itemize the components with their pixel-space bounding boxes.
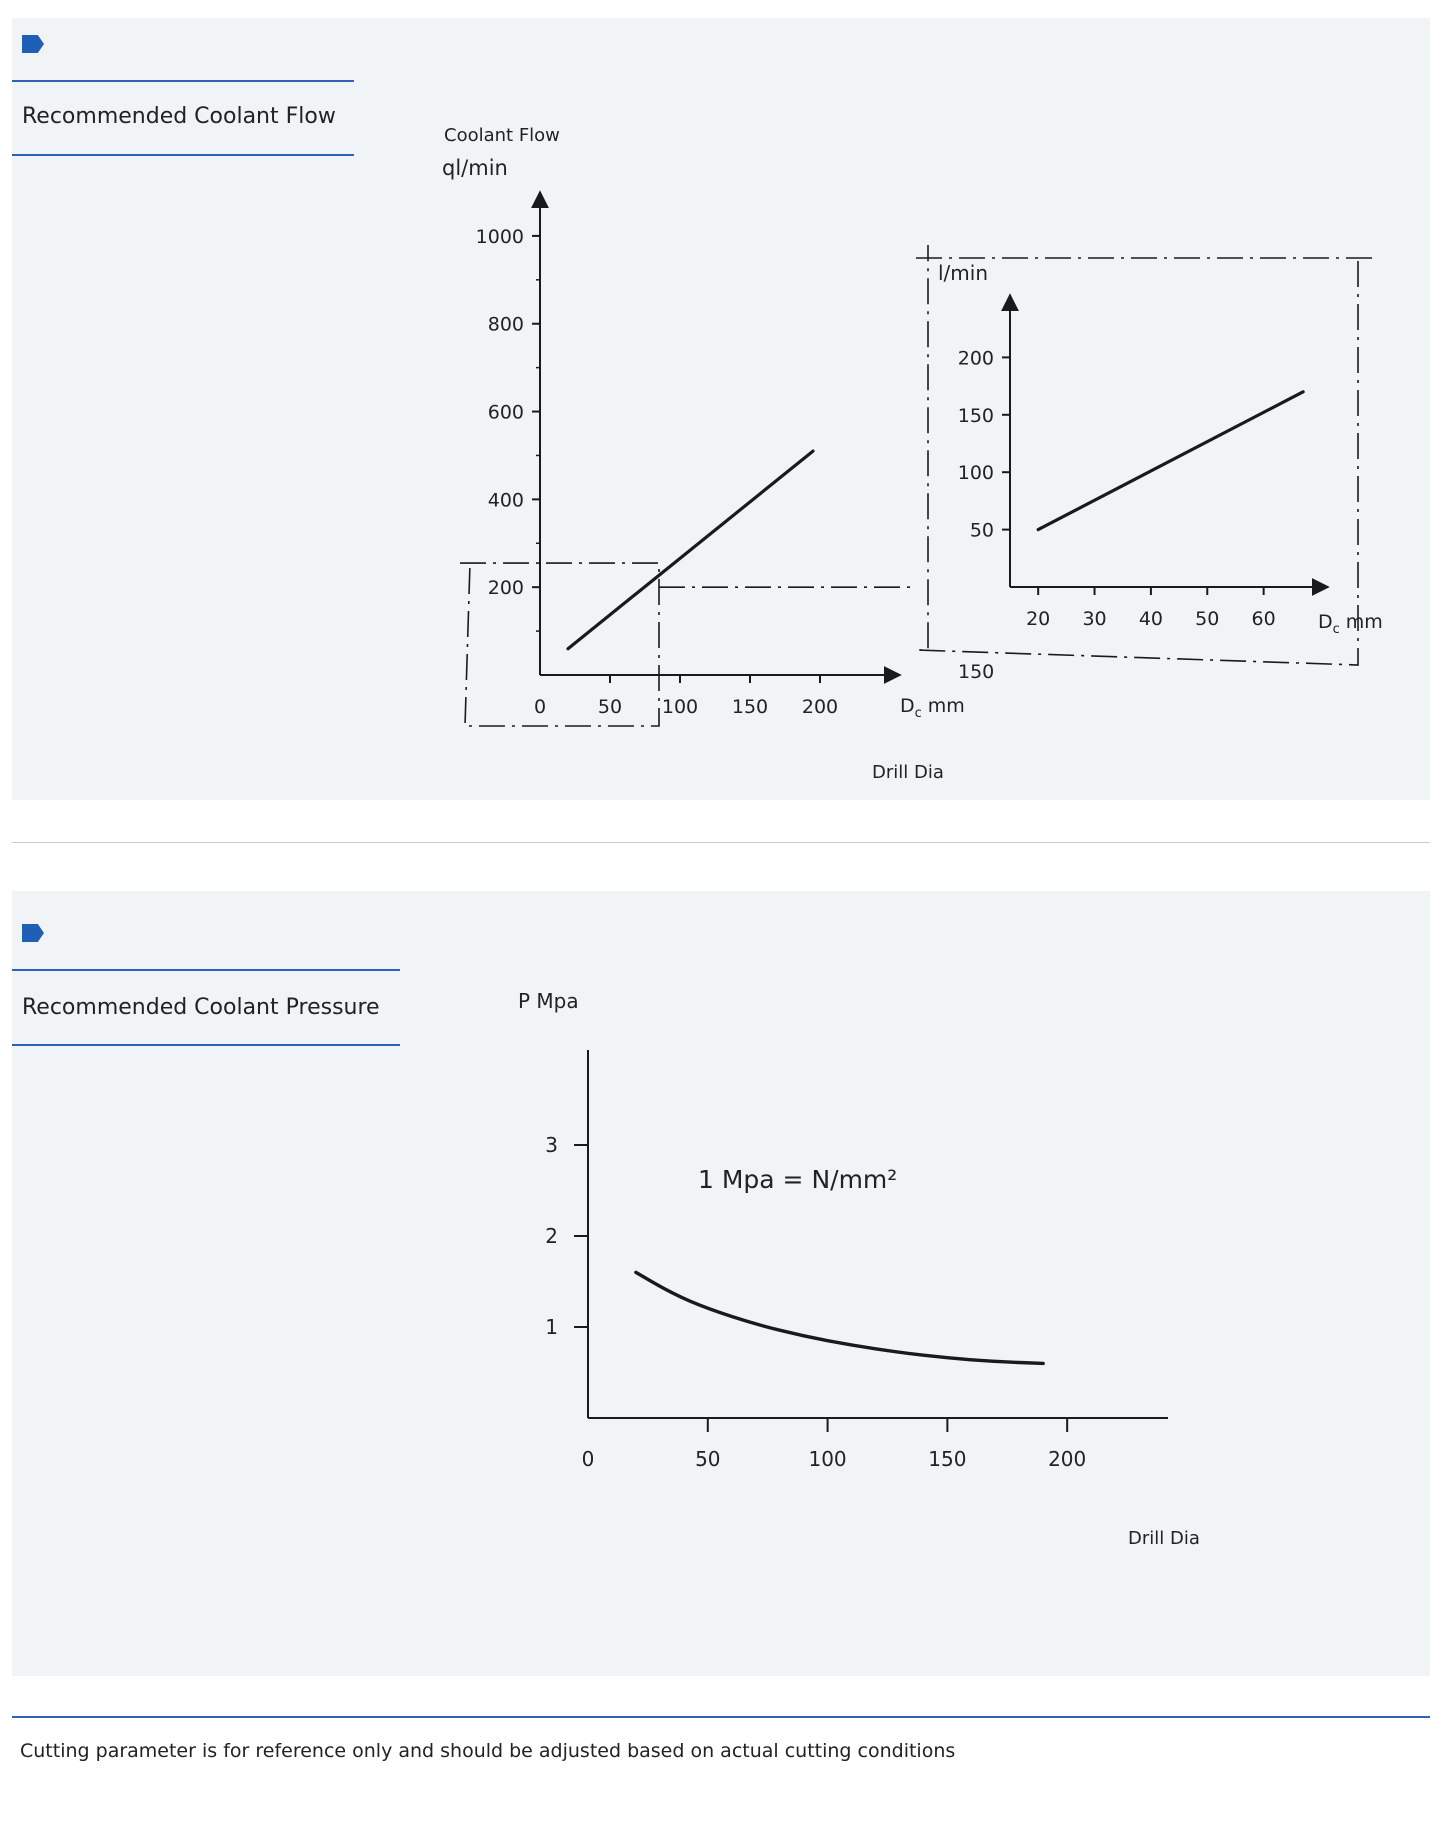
- inset-frame: [916, 245, 1372, 665]
- y-tick-label: 600: [487, 401, 524, 424]
- coolant-flow-chart: [0, 0, 1444, 820]
- pressure-chart: [518, 989, 1200, 1549]
- x-tick-label: 50: [1195, 608, 1220, 630]
- series-curve: [636, 1272, 1043, 1363]
- flow-ylabel-top: Coolant Flow: [444, 125, 560, 146]
- inset-ylabel: l/min: [938, 261, 989, 285]
- x-tick-label: 100: [661, 696, 699, 718]
- x-tick-label: 200: [1048, 1447, 1087, 1471]
- y-tick-label: 100: [957, 462, 994, 485]
- x-tick-label: 30: [1082, 608, 1107, 630]
- flow-caption: Drill Dia: [872, 762, 944, 783]
- x-tick-label: 200: [801, 696, 839, 718]
- x-tick-label: 50: [695, 1447, 721, 1471]
- x-tick-label: 40: [1138, 608, 1164, 630]
- x-tick-label: 0: [581, 1447, 595, 1471]
- inset-xlabel: $D_c$ mm: [1318, 611, 1383, 637]
- y-tick-label: 50: [969, 519, 994, 542]
- y-tick-label: 3: [545, 1133, 558, 1157]
- series-line: [1038, 392, 1303, 530]
- flow-inset-chart: [916, 245, 1383, 683]
- flow-main-chart: [442, 125, 965, 783]
- pressure-annotation: 1 Mpa = N/mm²: [698, 1165, 898, 1194]
- x-tick-label: 150: [731, 696, 769, 718]
- series-line: [568, 451, 813, 649]
- section-divider: [12, 842, 1430, 843]
- y-tick-label: 400: [487, 489, 524, 512]
- y-tick-label: 1: [545, 1315, 558, 1339]
- inset-corner-label: 150: [958, 661, 995, 683]
- x-tick-label: 60: [1251, 608, 1276, 630]
- x-tick-label: 150: [928, 1447, 967, 1471]
- y-tick-label: 2: [545, 1224, 558, 1248]
- pressure-ylabel: P Mpa: [518, 989, 579, 1013]
- y-tick-label: 200: [487, 577, 524, 600]
- y-tick-label: 150: [957, 404, 994, 427]
- pressure-caption: Drill Dia: [1128, 1528, 1200, 1549]
- x-tick-label: 100: [808, 1447, 847, 1471]
- footer-rule: [12, 1716, 1430, 1718]
- y-tick-label: 200: [957, 347, 994, 370]
- coolant-flow-title: Recommended Coolant Flow: [22, 104, 336, 129]
- y-tick-label: 800: [487, 313, 524, 336]
- coolant-pressure-chart: [0, 900, 1444, 1680]
- x-tick-label: 50: [597, 696, 623, 718]
- flow-xlabel: $D_c$ mm: [900, 695, 965, 721]
- footnote: Cutting parameter is for reference only and should be adjusted based on actual cutting conditions: [20, 1740, 956, 1762]
- y-tick-label: 1000: [475, 225, 524, 248]
- coolant-pressure-title: Recommended Coolant Pressure: [22, 995, 380, 1020]
- x-tick-label: 0: [533, 696, 547, 718]
- x-tick-label: 20: [1026, 608, 1051, 630]
- flow-ylabel: ql/min: [442, 156, 508, 180]
